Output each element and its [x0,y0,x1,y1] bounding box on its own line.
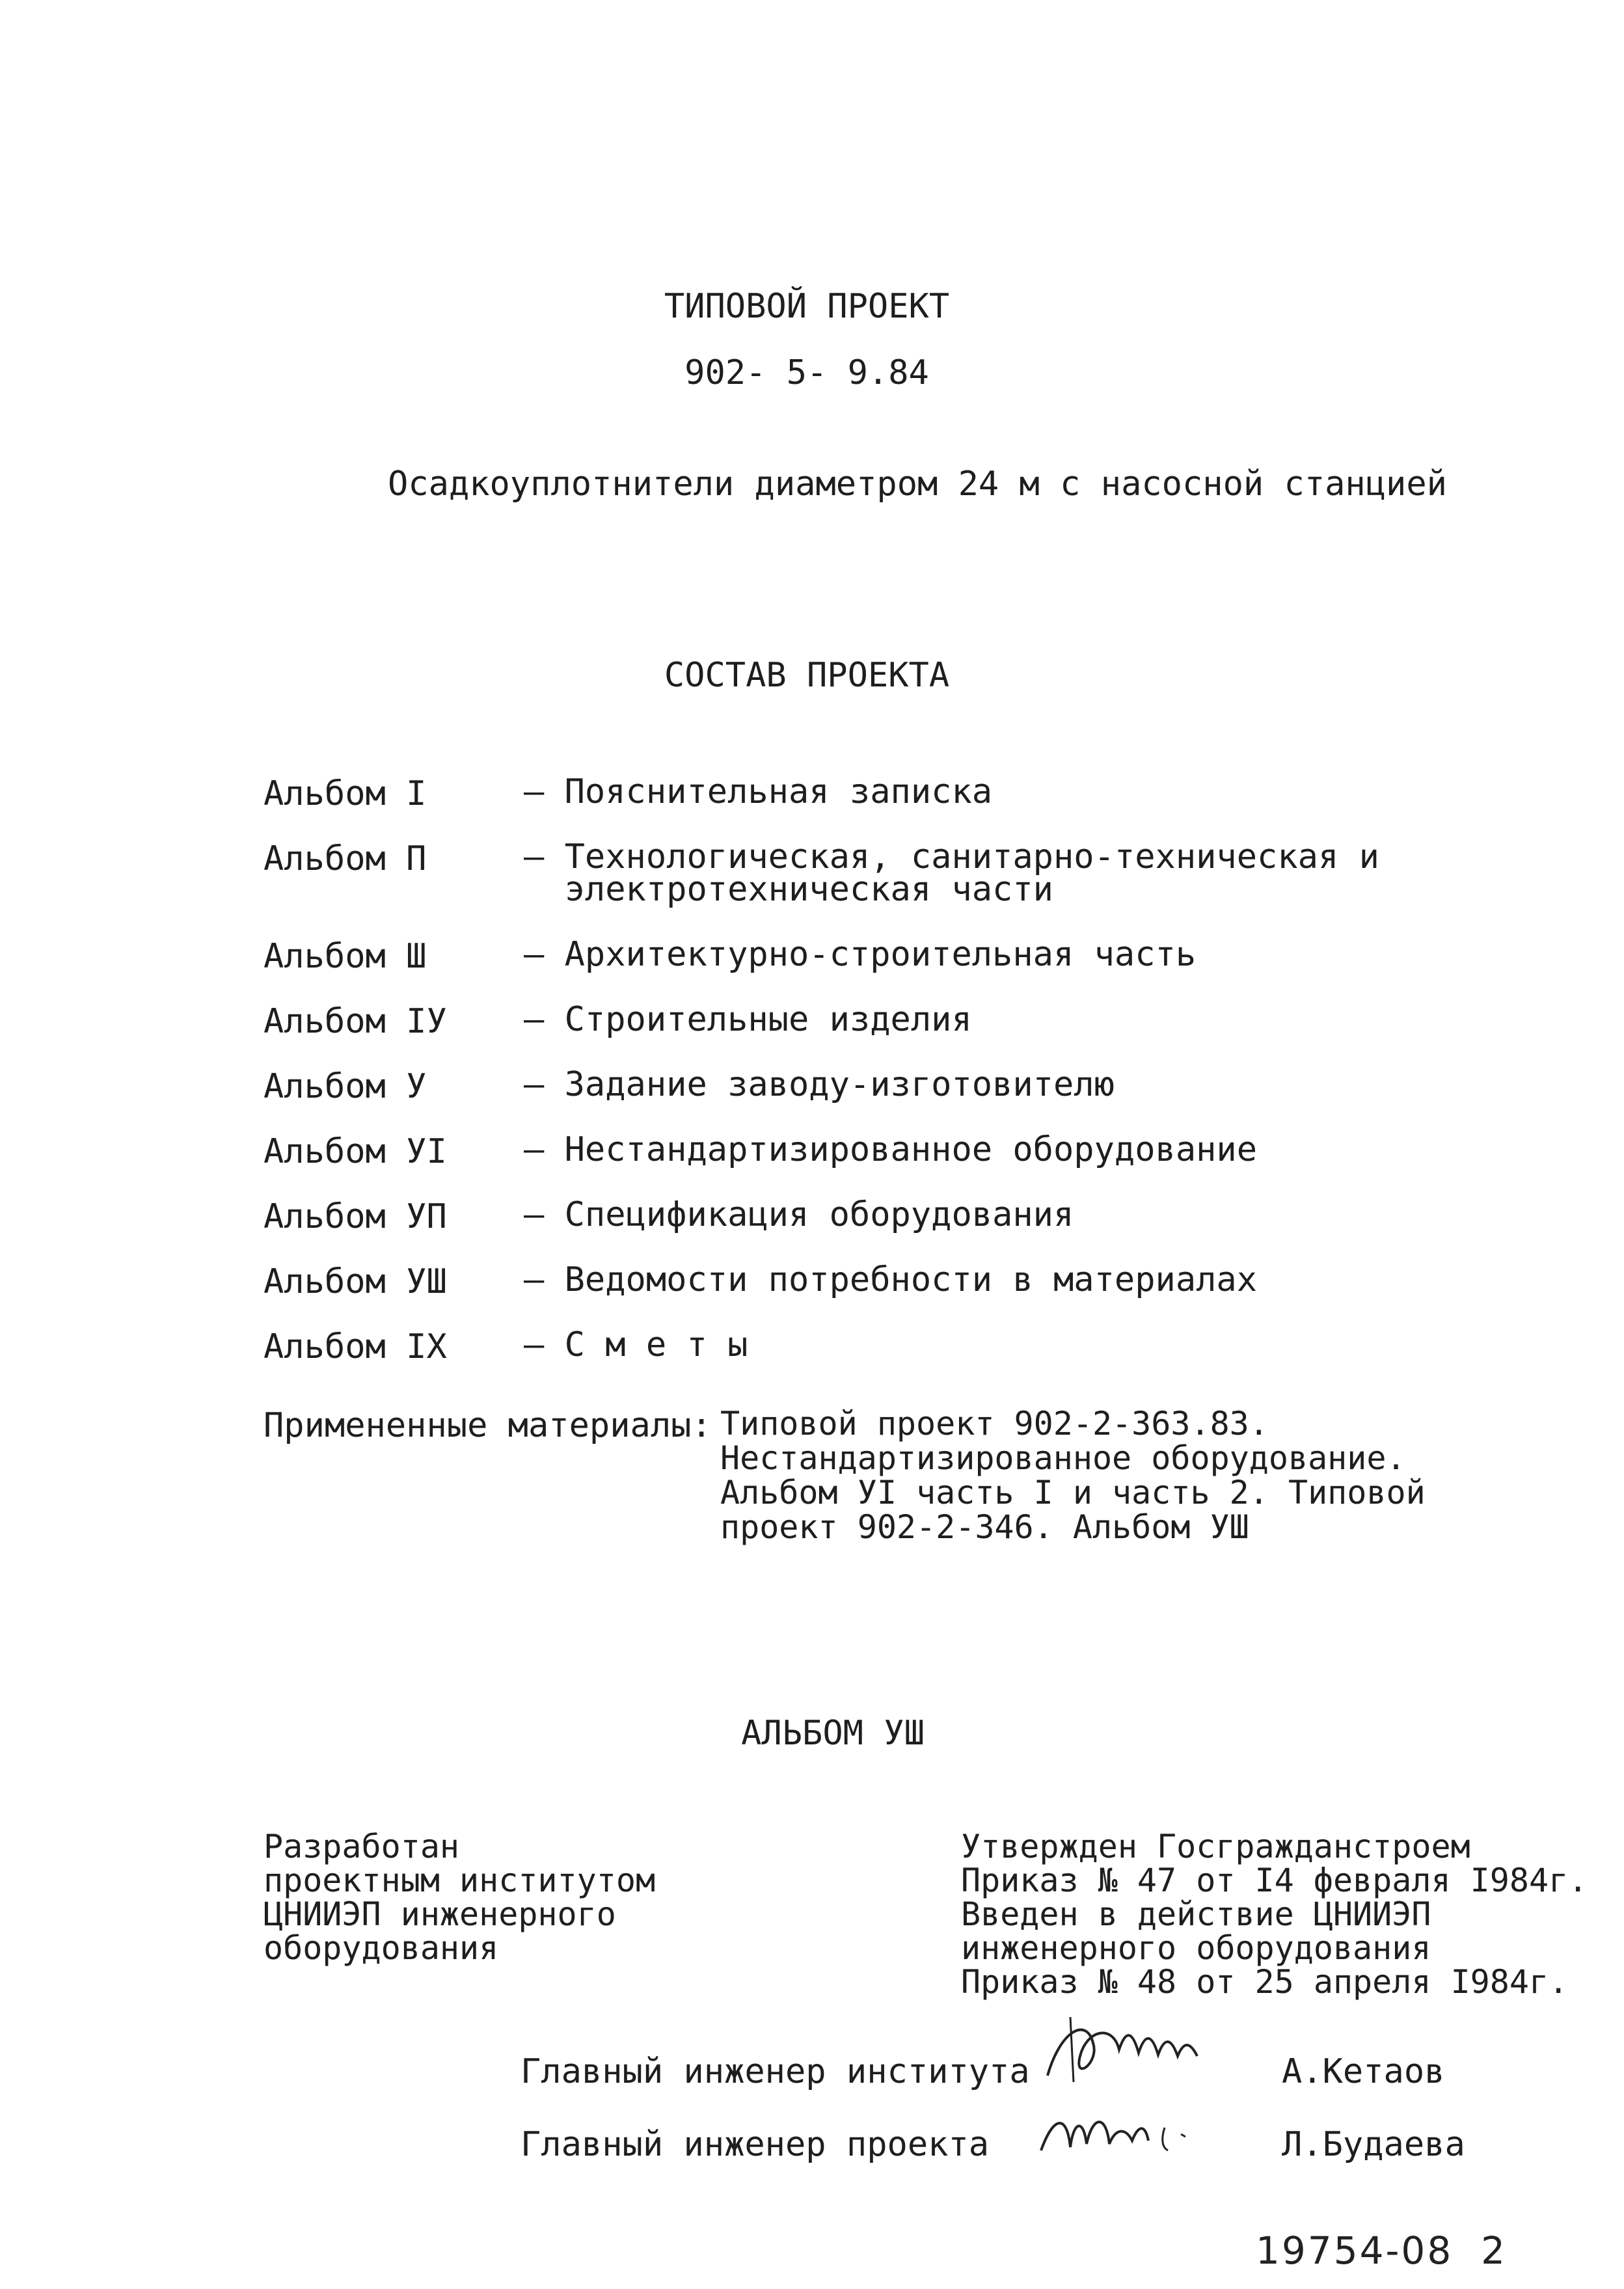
album-name: Альбом У [264,1067,427,1106]
archive-number: 19754-08 2 [1256,2228,1508,2273]
album-desc: – Нестандартизированное оборудование [524,1130,1258,1169]
album-desc: – Пояснительная записка [524,772,993,811]
developed-line: ЦНИИЭП инженерного [264,1895,616,1933]
developed-line: Разработан [264,1828,460,1865]
album-desc: – Технологическая, санитарно-техническая и [524,837,1379,876]
album-name: Альбом IУ [264,1002,447,1041]
album-desc: – Строительные изделия [524,1000,972,1039]
album-desc: – Спецификация оборудования [524,1195,1074,1234]
approved-line: Приказ № 47 от I4 февраля I984г. [961,1862,1588,1899]
applied-line: Альбом УI часть I и часть 2. Типовой [720,1474,1426,1511]
album-name: Альбом УШ [264,1262,447,1301]
developed-line: оборудования [264,1929,499,1967]
album-name: Альбом I [264,774,427,813]
applied-line: Нестандартизированное оборудование. [720,1439,1406,1477]
project-number: 902- 5- 9.84 [684,353,929,392]
approved-line: Утвержден Госгражданстроем [961,1828,1470,1865]
approved-line: Приказ № 48 от 25 апреля I984г. [961,1963,1569,2001]
album-name: Альбом Ш [264,937,427,976]
handwritten-signature [1035,2089,1204,2167]
album-name: Альбом УП [264,1197,447,1236]
doc-type-title: ТИПОВОЙ ПРОЕКТ [664,287,950,326]
album-desc: – Ведомости потребности в материалах [524,1260,1258,1299]
album-desc: – Архитектурно-строительная часть [524,935,1197,974]
applied-line: проект 902-2-346. Альбом УШ [720,1508,1249,1546]
applied-materials-label: Примененные материалы: [264,1406,712,1445]
album-name: Альбом IХ [264,1327,447,1366]
album-name: Альбом УI [264,1132,447,1171]
handwritten-signature [1035,2004,1230,2095]
project-subject: Осадкоуплотнители диаметром 24 м с насосной станцией [388,465,1447,504]
album-desc: – Задание заводу-изготовителю [524,1065,1115,1104]
album-desc: электротехническая части [524,870,1053,909]
applied-line: Типовой проект 902-2-363.83. [720,1405,1269,1442]
developed-line: проектным институтом [264,1862,656,1899]
album-name: Альбом П [264,839,427,878]
album-title: АЛЬБОМ УШ [741,1714,925,1753]
approved-line: инженерного оборудования [961,1929,1431,1967]
signature-name: А.Кетаов [1282,2052,1445,2091]
signature-role: Главный инженер института [521,2052,1030,2091]
approved-line: Введен в действие ЦНИИЭП [961,1895,1431,1933]
album-desc: – С м е т ы [524,1325,748,1364]
composition-heading: СОСТАВ ПРОЕКТА [664,656,950,695]
signature-name: Л.Будаева [1282,2125,1465,2164]
signature-role: Главный инженер проекта [521,2125,990,2164]
